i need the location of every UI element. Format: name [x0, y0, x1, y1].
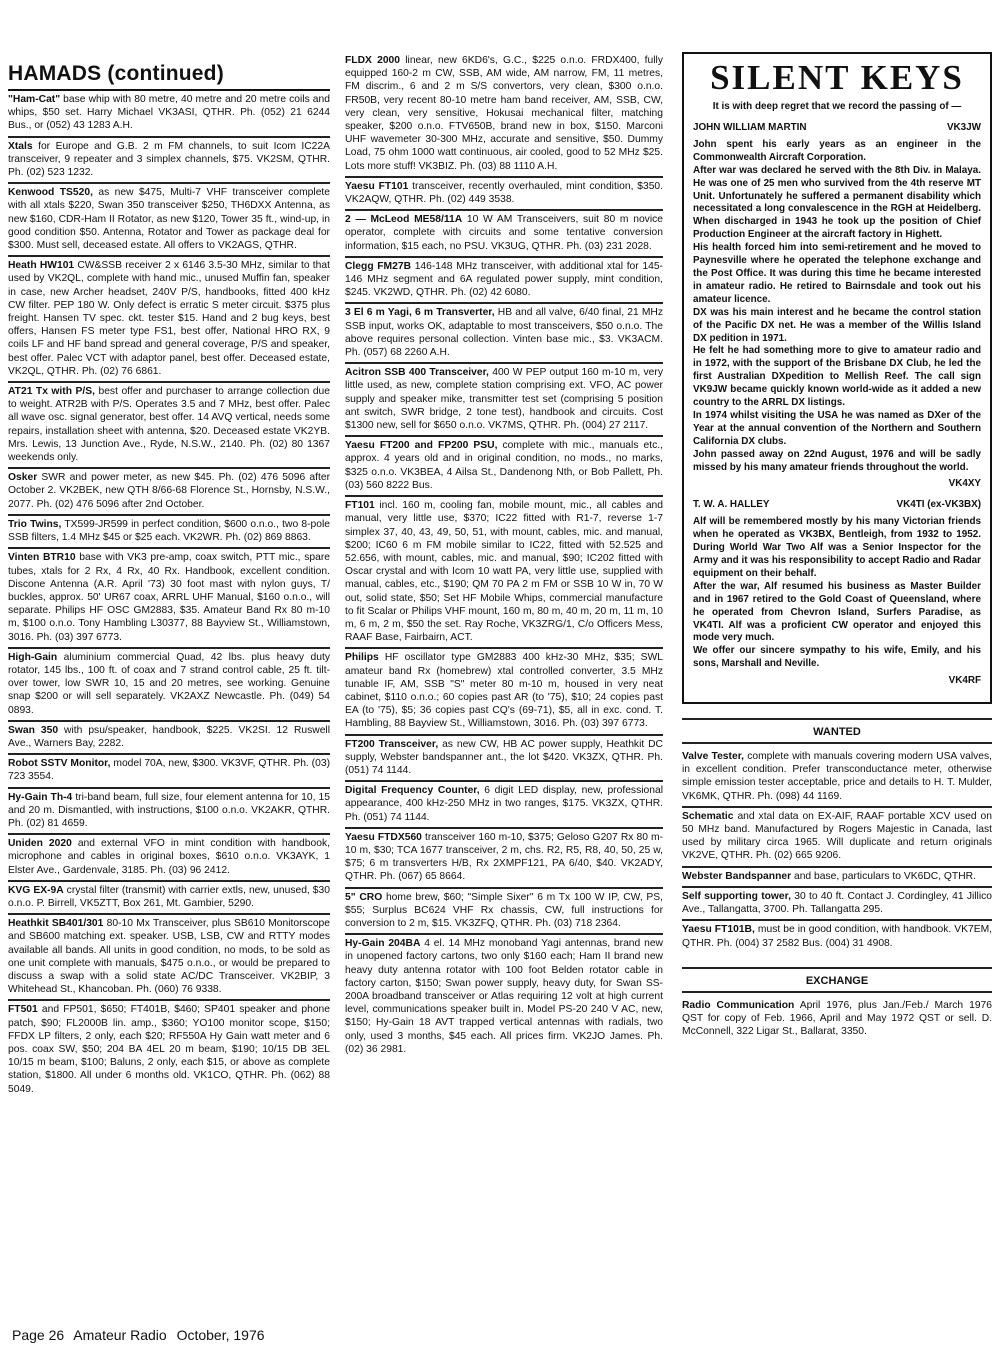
- ad-heading: Osker: [8, 472, 38, 484]
- ad-body: transceiver, recently overhauled, mint condition, $350. VK2AQW, QTHR. Ph. (02) 449 3538.: [345, 180, 664, 206]
- ad-body: transceiver 160 m-10, $375; Geloso G207 Rx 80 m-10 m, $30; TCA 1677 transceiver, 2 m, chs. R2, R5, R8, 40, 50, 25 w, $75; 6 m transverters H/B, Rx 2XMPF121, PA 6/40, $40. VK2ADY, QTHR. Ph. (067) 65 8664.: [345, 831, 663, 883]
- ad-body: linear, new 6KD6's, G.C., $225 o.n.o. FRDX400, fully equipped 160-2 m CW, SSB, AM wide, AM narrow, FM, 11 metres, FM discrim., 6 and 2 m S/S convertors, very clean, $300 o.n.o. FR50B, very recent 80-10 metre ham band receiver, AM, SSB, CW, very clean, very sensitive, Hokusai mechanical filter, matching speaker, $200 o.n.o. FTV650B, brand new in box, $150. Marconi UHF wavemeter 30-300 MHz, accurate and sensitive, $50. Dummy Load, 75 ohm 1000 watt continuous, air cooled, good to 52 MHz $25. Lots more stuff! VK3BIZ. Ph. (03) 88 1110 A.H.: [345, 55, 663, 172]
- classified-ad: [8, 549, 330, 648]
- ad-body: tri-band beam, full size, four element antenna for 10, 15 and 20 m. Dismantled, with instructions, $100 o.n.o. VK2AKR, QTHR. Ph. (02) 81 4659.: [8, 791, 330, 829]
- classified-ad: [682, 997, 992, 1042]
- classified-ad: [345, 889, 663, 936]
- ad-body: April 1976, plus Jan./Feb./ March 1976 QST for copy of Feb. 1966, April and May 1972 QST or sell. D. McConnell, 322 Ligar St., Ballarat, 3350.: [682, 999, 993, 1038]
- classified-ad: [8, 257, 330, 383]
- ad-heading: Robot SSTV Monitor,: [8, 758, 111, 770]
- classified-ad: [8, 184, 330, 257]
- ad-heading: FT101: [345, 500, 375, 512]
- obituary-signature: VK4RF: [948, 675, 981, 687]
- classified-ad: [345, 649, 663, 735]
- obituary-paragraph: John spent his early years as an engineer in the Commonwealth Aircraft Corporation.: [693, 138, 981, 163]
- ad-body: base with VK3 pre-amp, coax switch, PTT mic., spare tubes, xtals for 2 Rx, 4 Rx, 40 Rx. Handbook, excellent condition. Discone Antenna (A.R. April '73) 30 foot mast with nylon guys, T/ buckles, approx. 50' UR67 coax, ARRL UHF Manual, $160 o.n.o., will separate. Philips HF OSC GM2883, $35. Amateur Band Rx 80 m-10 m, $100 o.n.o. Tony Hambling L30377, 88 Bayview St., Williamstown, 3016. Ph. (03) 397 6773.: [8, 552, 330, 643]
- ad-heading: Webster Bandspanner: [682, 870, 792, 882]
- ad-heading: Kenwood TS520,: [8, 187, 93, 199]
- ad-body: HB and all valve, 6/40 final, 21 MHz SSB input, works OK, adaptable to most transceivers, $50 o.n.o. The above requires personal collection. Vinten base mic., $3. VK3ACM. Ph. (057) 68 2260 A.H.: [345, 307, 664, 359]
- classified-ad: [8, 649, 330, 722]
- ad-heading: Uniden 2020: [8, 838, 72, 850]
- ad-body: and external VFO in mint condition with handbook, microphone and cables in original boxes, $610 o.n.o. VK3AYK, 1 Elster Ave., Gardenvale, 3185. Ph. (03) 96 2412.: [8, 838, 330, 876]
- ad-heading: Trio Twins,: [8, 518, 62, 530]
- ad-body: TX599-JR599 in perfect condition, $600 o.n.o., two 8-pole SSB filters, 1.4 MHz $45 or $25 each. VK2WR. Ph. (02) 869 8863.: [8, 518, 331, 544]
- ad-body: incl. 160 m, cooling fan, mobile mount, mic., all cables and manual, very little use, $370; IC22 fitted with R1-7, reverse 1-7 simplex 37, 40, 43, 49, 50, 51, with mount, cables, mic. and manual, $200; IC60 6 m FM mobile similar to IC22, fitted with 52.525 and 52.656, with mount, cables, mic. and manual, $90; IC202 fitted with Oscar crystal and with Icom 10 watt PA, very little use, supplied with manual, cables, etc., $190; QM 70 PA 2 m FM or SSB 10 W in, 70 W out, solid state, $50; Set HF Mobile Whips, commercial manufacture to fit Scalar or Philips VHF mount, 160 m, 80 m, 40 m, 20 m, 11 m, 10 m, 6 m, 2 m, $50 the set. Ray Roche, VK3ZRG/1, C/o Officers Mess, RAAF Base, Fairbairn, ACT.: [345, 500, 663, 644]
- ad-heading: 5" CRO: [345, 891, 383, 903]
- classified-ad: [682, 868, 992, 888]
- ad-body: 10 W AM Transceivers, suit 80 m novice operator, complete with circuits and some tentative conversion information, $15 each, no PSU. VK3UG, QTHR. Ph. (03) 231 2028.: [345, 214, 663, 252]
- ad-body: 400 W PEP output 160 m-10 m, very little used, as new, complete station comprising ext. VFO, AC power supply and speaker mike, transmitter test set (comprising 5 position ant switch, SWR bridge, 2 tone test), handbook and circuits. Cost $1300 new, sell for $650 o.n.o. VK7MS, QTHR. Ph. (004) 27 2117.: [345, 367, 663, 432]
- ad-body: 4 el. 14 MHz monoband Yagi antennas, brand new in unopened factory cartons, two only $160 each; Ham II brand new heavy duty antenna rotator with 100 foot Belden rotator cable in factory carton, $150; Swan power supply, heavy duty, for Swan SS-200A broadband transceiver or Atlas requiring 12 volt at high current level, communications speaker built in. Model PS-20 240 V AC, new, $150; Hy-Gain 18 AVT trapped vertical antennas with radials, two only, used 3 months, $45 each. All prices firm. VK2JO James. Ph. (02) 36 2981.: [345, 938, 663, 1055]
- ad-body: 30 to 40 ft. Contact J. Cordingley, 41 Jillico Ave., Tallangatta, 3700. Ph. Tallangatta 295.: [682, 890, 993, 916]
- ad-body: model 70A, new, $300. VK3VF, QTHR. Ph. (03) 723 3554.: [8, 758, 330, 783]
- classified-ad: [8, 755, 330, 788]
- ad-heading: Vinten BTR10: [8, 552, 76, 564]
- classified-ad: [345, 364, 663, 437]
- ad-body: complete with manuals covering modern USA valves, in excellent condition. Prefer transconductance meter, otherwise simple emission tester acceptable, price and details to H. T. Mulder, VK6MK, QTHR. Ph. (098) 44 1169.: [682, 751, 992, 802]
- obituary-paragraph: John passed away on 22nd August, 1976 and will be sadly missed by his many amateur friends throughout the world.: [693, 448, 981, 473]
- exchange-heading: EXCHANGE: [682, 967, 992, 993]
- obituary-paragraph: His health forced him into semi-retirement and he moved to Paynesville where he operated the telephone exchange and the Post Office. It was during this time he became interested in amateur radio. He retired to Bairnsdale and took out his amateur licence.: [693, 242, 981, 305]
- wanted-list: [682, 748, 992, 953]
- obituary-heading: [693, 499, 981, 512]
- classified-ad: [345, 304, 663, 364]
- right-column: [682, 52, 992, 1041]
- ad-body: SWR and power meter, as new $45. Ph. (02) 476 5096 after October 2. VK2BEK, new QTH 8/66-68 Florence St., Hornsby, N.S.W., 2077. Ph. (02) 476 5096 after 2nd October.: [8, 472, 330, 510]
- ad-heading: 2 — McLeod ME58/11A: [345, 214, 463, 226]
- classified-ad: [8, 1001, 330, 1098]
- ad-heading: Acitron SSB 400 Transceiver,: [345, 367, 489, 379]
- classified-ad: [682, 888, 992, 921]
- ad-body: 146-148 MHz transceiver, with additional xtal for 145-146 MHz segment and 6A regulated power supply, mint condition, $245. VK2WD, QTHR. Ph. (02) 42 6080.: [345, 260, 663, 299]
- classified-ad: [345, 178, 663, 211]
- ad-body: HF oscillator type GM2883 400 kHz-30 MHz, $35; SWL amateur band Rx (homebrew) xtal controlled converter, 3.5 MHz tunable IF, AM, SSB "S" meter 80 m-10 m, housed in very neat cabinet, $110 o.n.o.; 60 copies past AR (to '75), $10; 24 copies past EA (to '75), $5; 36 copies past CQ's (69-71), $5, all in exc. cond. T. Hambling, 88 Bayview St., Williamstown, 3016. Ph. (03) 397 6773.: [345, 652, 663, 730]
- obituary-name: T. W. A. HALLEY: [693, 499, 770, 511]
- obituary-heading: [693, 122, 981, 135]
- ad-body: 80-10 Mx Transceiver, plus SB610 Monitorscope and SB600 matching ext. speaker. USB, LSB, CW and RTTY modes available all bands. All units in good condition, no mods, to be sold as one unit complete with manuals, $475 o.n.o., or would be prepared to discuss a swap with a solid state AC/DC Transceiver. VK2BIP, 3 Whitehead St., Khancoban. Ph. (060) 76 9338.: [8, 918, 330, 996]
- ad-body: as new $475, Multi-7 VHF transceiver complete with all xtals $220, Swan 350 transceiver $250, TH6DXX Antenna, as new $160, CDR-Ham II Rotator, as new $120, Tower 35 ft., wind-up, in good condition $50. Antenna, Rotator and Tower as package deal for $300. Must sell, deceased estate. All offers to VK2AGS, QTHR.: [8, 187, 331, 252]
- silent-keys-intro: It is with deep regret that we record the passing of —: [712, 101, 962, 112]
- ad-heading: Hy-Gain 204BA: [345, 938, 421, 950]
- classified-ad: [345, 437, 663, 497]
- classified-ad: [345, 211, 663, 258]
- classified-ad: [8, 469, 330, 516]
- classified-ad: [682, 748, 992, 808]
- page-footer: [12, 1327, 271, 1343]
- issue-date: October, 1976: [176, 1327, 265, 1343]
- obituary-callsign: VK3JW: [946, 122, 981, 133]
- classified-ad: [8, 91, 330, 138]
- classified-ad: [345, 736, 663, 783]
- obituary-signature: VK4XY: [948, 478, 981, 490]
- obituary-paragraph: He felt he had something more to give to amateur radio and in 1972, with the support of the Brisbane DX Club, he led the first Australian DXpedition to Mellish Reef. The call sign VK9JW became quickly known world-wide as it added a new country to the ARRL DX listings.: [693, 345, 981, 409]
- classified-ad: [8, 789, 330, 836]
- obituary-list: [693, 122, 981, 688]
- ad-heading: FT501: [8, 1004, 38, 1016]
- classified-ad: [8, 138, 330, 185]
- classified-ad: [8, 516, 330, 549]
- ad-body: and base, particulars to VK6DC, QTHR.: [791, 870, 976, 882]
- obituary-callsign: VK4TI (ex-VK3BX): [896, 499, 981, 511]
- ad-heading: High-Gain: [8, 651, 58, 663]
- classified-ad: [345, 782, 663, 829]
- classified-ad: [345, 52, 663, 178]
- ad-heading: Philips: [345, 652, 379, 664]
- ad-heading: Clegg FM27B: [345, 260, 412, 272]
- ad-heading: Heath HW101: [8, 260, 75, 272]
- obituary-paragraph: In 1974 whilst visiting the USA he was named as DXer of the Year at the annual convention of the Northern and Southern California DX clubs.: [693, 409, 981, 447]
- ad-list: [345, 52, 663, 1059]
- classified-ad: [8, 383, 330, 469]
- obituary-paragraph: We offer our sincere sympathy to his wife, Emily, and his sons, Marshall and Neville.: [693, 645, 981, 670]
- ad-body: as new CW, HB AC power supply, Heathkit DC supply, Webster bandspanner ant., the lot $420. VK3ZX, QTHR. Ph. (051) 74 1144.: [345, 738, 663, 776]
- ad-heading: Yaesu FT101B,: [682, 924, 755, 936]
- hamads-column-middle: [345, 52, 663, 1059]
- ad-heading: Schematic: [682, 810, 734, 822]
- ad-body: must be in good condition, with handbook. VK7EM, QTHR. Ph. (004) 37 2582 Bus. (004) 31 4908.: [682, 924, 993, 949]
- classified-ad: [8, 882, 330, 915]
- obituary-paragraph: After war was declared he served with the 8th Div. in Malaya. He was one of 25 men who survived from the 4th reserve MT Unit. Unfortunately he suffered a permanent disability which necessitated a long convalescence in the RGH at Heidelberg. When discharged in 1943 he took up the position of Chief Production Engineer at the aircraft factory in Highett.: [693, 164, 981, 241]
- ad-body: with psu/speaker, handbook, $225. VK2SI. 12 Ruswell Ave., Warners Bay, 2282.: [8, 724, 330, 749]
- ad-body: CW&SSB receiver 2 x 6146 3.5-30 MHz, similar to that used by VK2QL, complete with hand mic., unused Muffin fan, speaker in case, new Archer headset, 240V P/S, handbooks, fitted 400 kHz CW filter. PEP 180 W. Only defect is erratic S meter circuit. $375 plus freight. Hansen TV spec. ckt. tester $15. Hand and 2 bug keys, best offers, Hansen FS meter type FS1, best offer, National HRO RX, 9 coils LF and HF band spread and general coverage, P/S and speaker, best offer. Palec VCT with adaptor panel, best offer. Deceased estate, VK2QL, QTHR. Ph. (02) 76 6861.: [8, 260, 330, 377]
- classified-ad: [8, 915, 330, 1001]
- ad-heading: Self supporting tower,: [682, 890, 791, 902]
- ad-body: complete with mic., manuals etc., approx. 4 years old and in original condition, no mods., no marks, $325 o.n.o. VK3BEA, 4 Ailsa St., Dandenong Nth, or Bob Pallett, Ph. (03) 560 8222 Bus.: [345, 440, 663, 491]
- obituary-paragraph: After the war, Alf resumed his business as Master Builder and in 1967 retired to the Gold Coast of Queensland, where he operated from Chevron Island, Surfers Paradise, as VK4TI. Alf was a proficient CW operator and enjoyed this mode very much.: [693, 580, 981, 644]
- page-title: HAMADS (continued): [8, 62, 224, 85]
- ad-heading: FLDX 2000: [345, 55, 401, 66]
- ad-heading: Yaesu FT101: [345, 180, 409, 192]
- ad-body: 6 digit LED display, new, professional appearance, 400 kHz-250 MHz in two ranges, $175. VK3ZX, QTHR. Ph. (051) 74 1144.: [345, 785, 663, 823]
- classified-ad: [682, 808, 992, 868]
- exchange-list: [682, 997, 992, 1042]
- ad-heading: Radio Communication: [682, 999, 795, 1011]
- ad-heading: Hy-Gain Th-4: [8, 791, 73, 803]
- ad-body: home brew, $60; "Simple Sixer" 6 m Tx 100 W IP, CW, PS, $55; Surplus BC624 VHF Rx chassis, CW, full instructions for conversion to 2 m, $15. VK3ZFQ, QTHR. Ph. (03) 718 2364.: [345, 891, 663, 929]
- ad-heading: Swan 350: [8, 724, 59, 736]
- obituary: [693, 122, 981, 491]
- obituary: [693, 499, 981, 688]
- classified-ad: [345, 258, 663, 305]
- classified-ad: [8, 722, 330, 755]
- obituary-paragraph: Alf will be remembered mostly by his many Victorian friends when he operated as VK3BX, Bentleigh, from 1932 to 1952. During World War Two Alf was a Senior Inspector for the Army and it was his responsibility to accept Radio and Radar equipment on their behalf.: [693, 516, 981, 579]
- ad-heading: FT200 Transceiver,: [345, 738, 439, 750]
- ad-body: best offer and purchaser to arrange collection due to weight. ATR2B with P/S. Operates 3.5 and 7 MHz, best offer. Palec all wave osc. signal generator, best offer. 14 AVQ vertical, needs some repairs, installation sheet with antenna, $20. Deceased estate VK2YB. Mrs. Lewis, 13 Junction Ave., Ryde, N.S.W., 2140. Ph. (02) 80 1367 weekends only.: [8, 386, 331, 464]
- page-number: Page 26: [12, 1327, 65, 1343]
- classified-ad: [345, 935, 663, 1059]
- magazine-name: Amateur Radio: [73, 1327, 167, 1343]
- classified-ad: [682, 921, 992, 952]
- ad-heading: Yaesu FT200 and FP200 PSU,: [345, 440, 498, 452]
- ad-heading: KVG EX-9A: [8, 884, 64, 896]
- ad-heading: Digital Frequency Counter,: [345, 785, 480, 797]
- ad-body: and FP501, $650; FT401B, $460; SP401 speaker and phone patch, $90; FL2000B lin. amp., $360; YO100 monitor scope, $150; FFDX LP filters, 2 only, each $20; RF550A Hy Gain watt meter and 6 pos. coax SW, $50; 204 BA 4EL 20 m beam, $190; 10/15 DB 3EL 10/15 m beam, $100; Baluns, 2 only, each $15, or above as complete station, $1800. All under 6 months old. VK1CO, QTHR. Ph. (062) 88 5049.: [8, 1004, 330, 1095]
- classified-ad: [345, 829, 663, 889]
- ad-heading: "Ham-Cat": [8, 94, 61, 105]
- ad-body: crystal filter (transmit) with carrier extls, new, unused, $30 o.n.o. P. Birrell, VK5ZTT, Box 261, Mt. Gambier, 5290.: [8, 884, 330, 909]
- silent-keys-box: [682, 52, 992, 704]
- ad-body: aluminium commercial Quad, 42 lbs. plus heavy duty rotator, 145 lbs., 100 ft. of coax and 7 strand control cable, 25 ft. tilt-over tower, low SWR 10, 15 and 20 metres, see working. Genuine snap $200 or will sell separately. VK2AXZ Newcastle. Ph. (049) 54 0893.: [8, 651, 330, 716]
- obituary-name: JOHN WILLIAM MARTIN: [693, 122, 807, 133]
- hamads-column-left: [8, 56, 330, 1099]
- silent-keys-title: SILENT KEYS: [710, 58, 964, 97]
- ad-heading: AT21 Tx with P/S,: [8, 386, 95, 398]
- obituary-paragraph: DX was his main interest and he became the control station of the Pacific DX net. He was a member of the Willis Island DX pedition in 1971.: [693, 306, 981, 344]
- ad-body: and xtal data on EX-AIF, RAAF portable XCV used on 50 MHz band. Manufactured by Rogers Majestic in Canada, last used by military circa 1965. Will duplicate and return originals VK2VE, QTHR. Ph. (02) 665 9206.: [682, 810, 992, 862]
- classified-ad: [8, 835, 330, 882]
- ad-heading: Xtals: [8, 140, 33, 152]
- ad-heading: Yaesu FTDX560: [345, 831, 422, 843]
- ad-body: base whip with 80 metre, 40 metre and 20 metre coils and whips, $50 set. Harry Michael VK3ASI, QTHR. Ph. (052) 21 6244 Bus., or (052) 43 1283 A.H.: [8, 94, 330, 132]
- wanted-heading: WANTED: [682, 718, 992, 744]
- ad-heading: 3 El 6 m Yagi, 6 m Transverter,: [345, 307, 495, 319]
- classified-ad: [345, 497, 663, 649]
- ad-heading: Heathkit SB401/301: [8, 918, 104, 930]
- ad-heading: Valve Tester,: [682, 751, 744, 763]
- ad-body: for Europe and G.B. 2 m FM channels, to suit Icom IC22A transceiver, 9 repeater and 3 simplex channels, $75. VK2SM, QTHR. Ph. (02) 523 1232.: [8, 140, 330, 179]
- ad-list: [8, 91, 330, 1099]
